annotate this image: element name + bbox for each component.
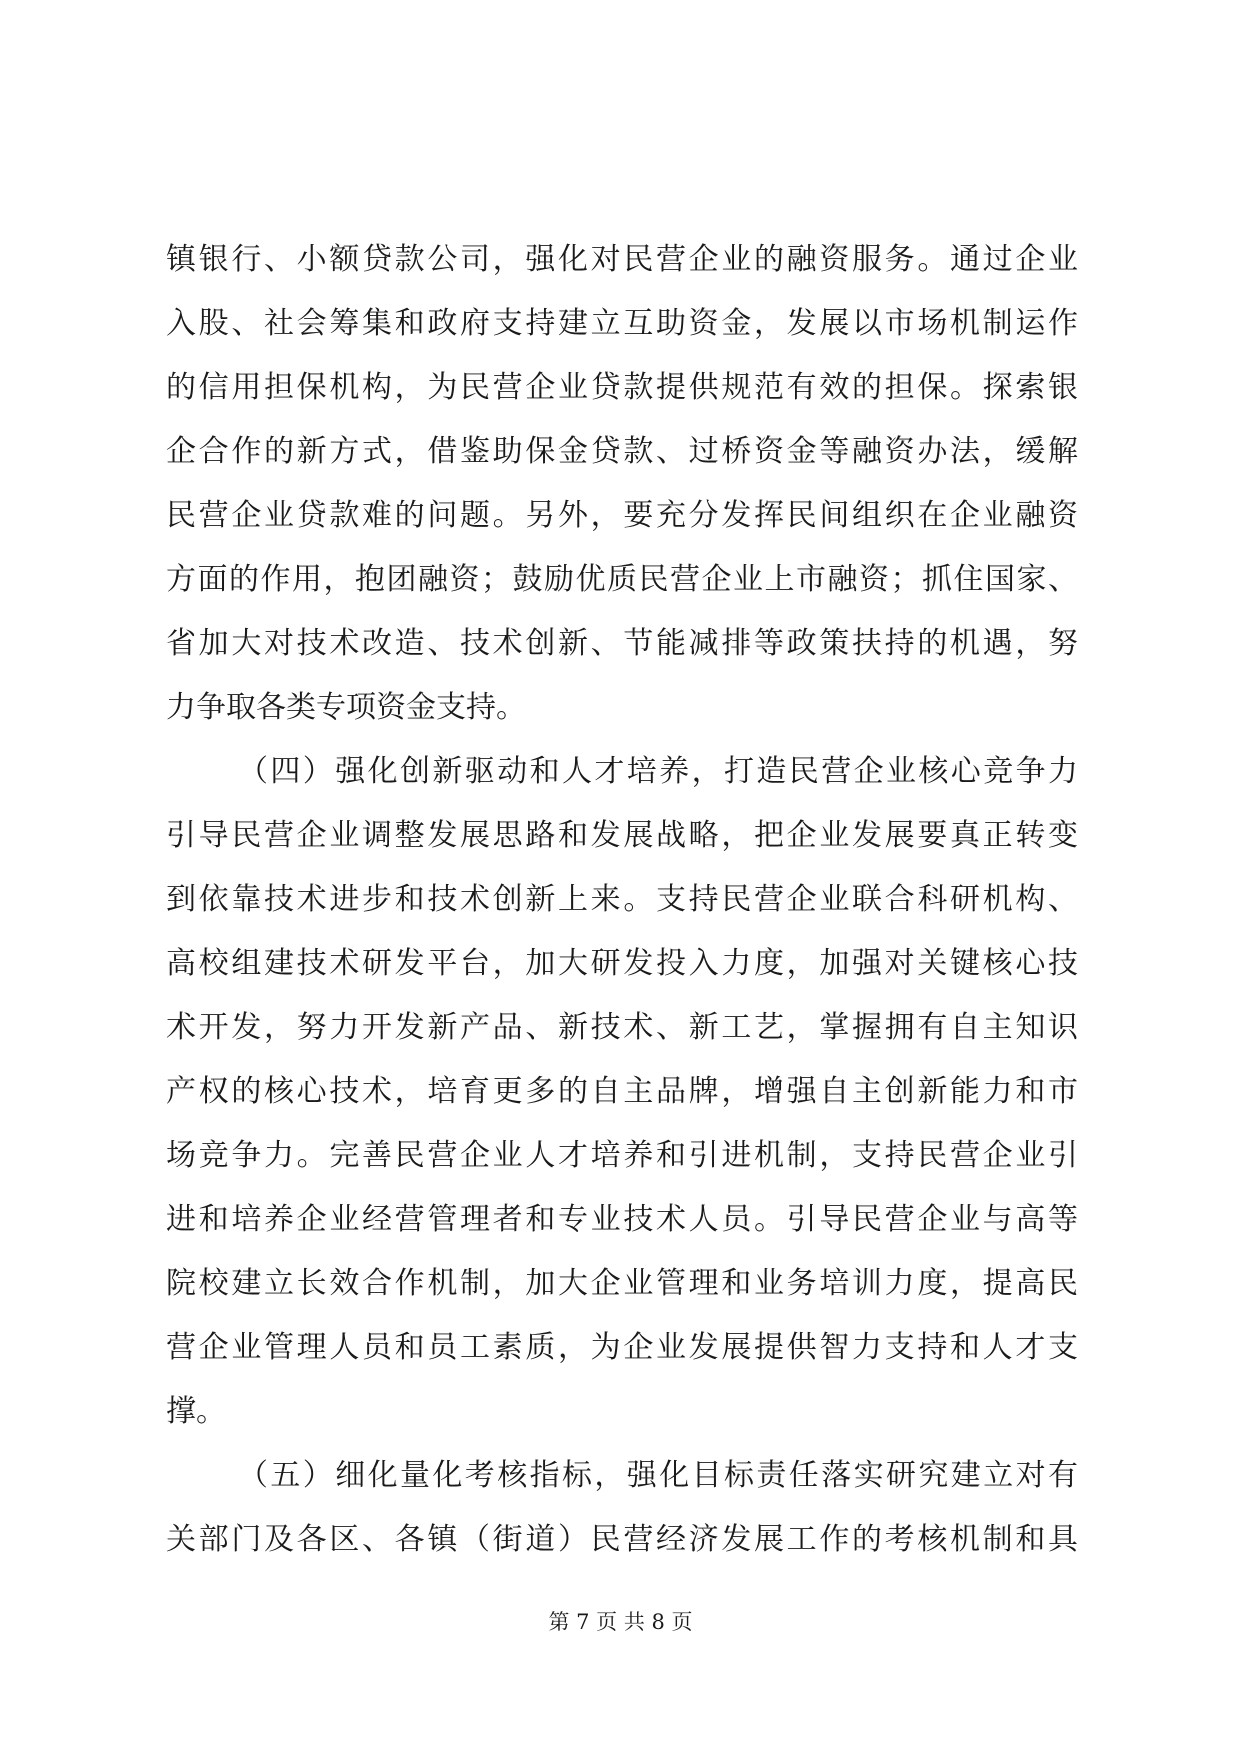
text-line: 引导民营企业调整发展思路和发展战略，把企业发展要真正转变 xyxy=(166,818,1078,853)
text-line: 的信用担保机构，为民营企业贷款提供规范有效的担保。探索银 xyxy=(166,370,1078,405)
page-number-footer: 第 7 页 共 8 页 xyxy=(548,1610,693,1634)
text-line: 力争取各类专项资金支持。 xyxy=(166,690,526,725)
text-line: 入股、社会筹集和政府支持建立互助资金，发展以市场机制运作 xyxy=(166,306,1078,341)
text-line: 省加大对技术改造、技术创新、节能减排等政策扶持的机遇，努 xyxy=(166,626,1078,661)
text-line: 关部门及各区、各镇（街道）民营经济发展工作的考核机制和具 xyxy=(166,1522,1078,1557)
body-text xyxy=(166,228,1078,1572)
text-line: 镇银行、小额贷款公司，强化对民营企业的融资服务。通过企业 xyxy=(166,242,1078,277)
text-line: 方面的作用，抱团融资；鼓励优质民营企业上市融资；抓住国家、 xyxy=(166,562,1078,597)
text-line: 场竞争力。完善民营企业人才培养和引进机制，支持民营企业引 xyxy=(166,1138,1078,1173)
text-line: 民营企业贷款难的问题。另外，要充分发挥民间组织在企业融资 xyxy=(166,498,1078,533)
text-line: 产权的核心技术，培育更多的自主品牌，增强自主创新能力和市 xyxy=(166,1074,1078,1109)
text-line: 到依靠技术进步和技术创新上来。支持民营企业联合科研机构、 xyxy=(166,882,1078,917)
section-heading: （四）强化创新驱动和人才培养，打造民营企业核心竞争力 xyxy=(238,754,1078,789)
text-line: 营企业管理人员和员工素质，为企业发展提供智力支持和人才支 xyxy=(166,1330,1078,1365)
text-line: 院校建立长效合作机制，加大企业管理和业务培训力度，提高民 xyxy=(166,1266,1078,1301)
text-line: 企合作的新方式，借鉴助保金贷款、过桥资金等融资办法，缓解 xyxy=(166,434,1078,469)
text-line: 术开发，努力开发新产品、新技术、新工艺，掌握拥有自主知识 xyxy=(166,1010,1078,1045)
text-line: 进和培养企业经营管理者和专业技术人员。引导民营企业与高等 xyxy=(166,1202,1078,1237)
text-line: 高校组建技术研发平台，加大研发投入力度，加强对关键核心技 xyxy=(166,946,1078,981)
text-line: 撑。 xyxy=(166,1394,226,1429)
section-heading: （五）细化量化考核指标，强化目标责任落实研究建立对有 xyxy=(238,1458,1078,1493)
